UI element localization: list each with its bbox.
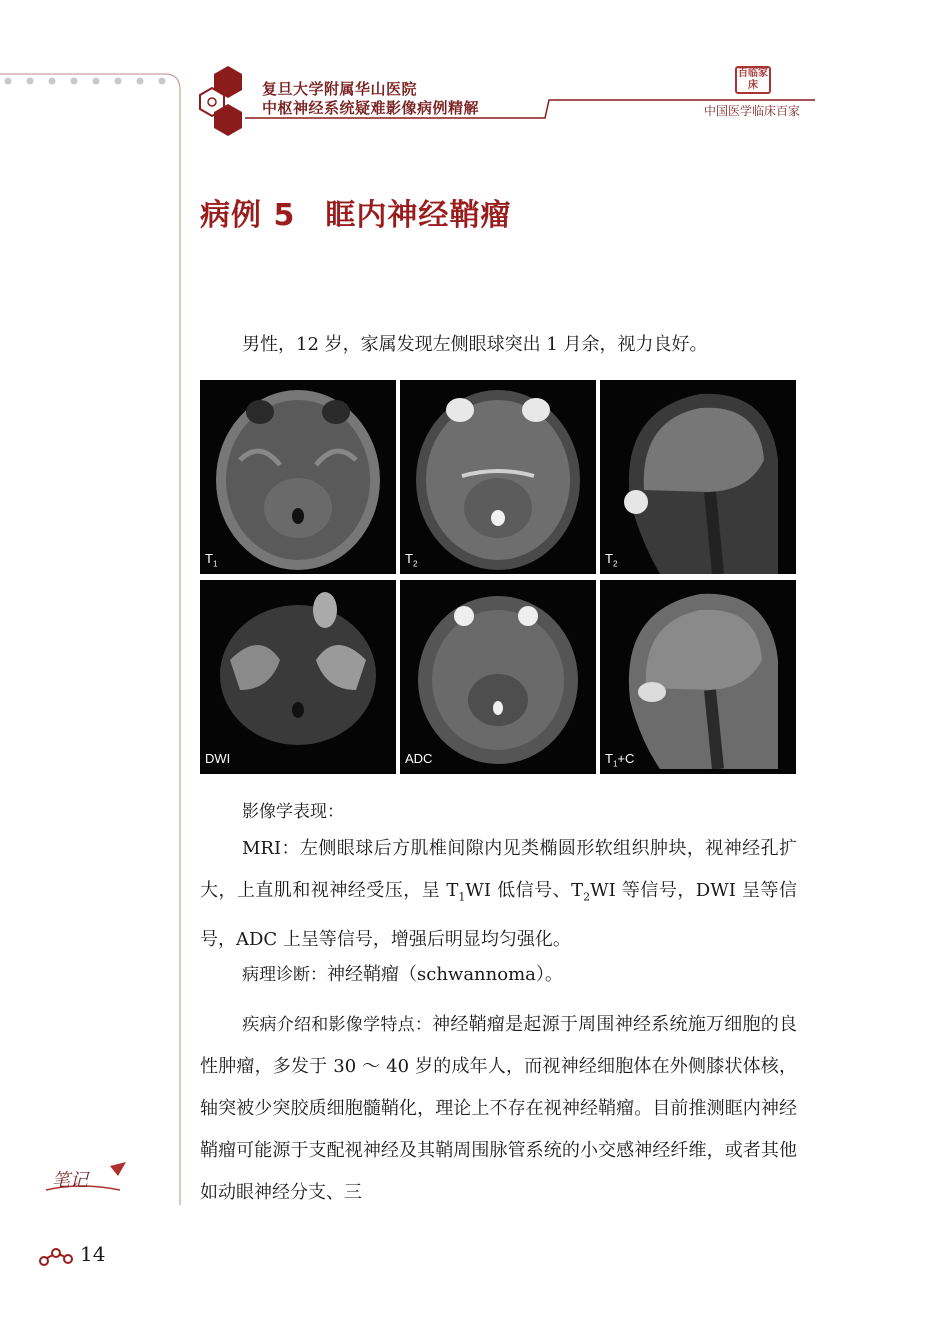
hexagon-logo-icon <box>198 64 246 136</box>
pathology-paragraph: 病理诊断：神经鞘瘤（schwannoma）。 <box>242 964 563 985</box>
case-number: 病例 5 <box>200 198 296 233</box>
notes-icon <box>40 1160 130 1200</box>
notes-label: 笔记 <box>52 1170 88 1191</box>
mri-panel-t1-axial <box>200 380 396 574</box>
disease-intro-label: 疾病介绍和影像学特点： <box>242 1015 433 1035</box>
series-title: 中国医学临床百家 <box>704 104 801 118</box>
book-title-line1: 复旦大学附属华山医院 <box>262 80 418 98</box>
mri-panel-t2-sagittal <box>600 380 796 574</box>
case-name: 眶内神经鞘瘤 <box>325 198 512 233</box>
mri-label-dwi: DWI <box>205 751 231 767</box>
mri-label-t2: $T_2$ <box>405 551 418 569</box>
book-title-line2: 中枢神经系统疑难影像病例精解 <box>262 99 480 117</box>
mri-label: MRI： <box>242 838 300 859</box>
mri-image-t2-sagittal <box>600 380 796 574</box>
mri-panel-adc <box>400 580 596 774</box>
mri-label-t2-sag: $T_2$ <box>605 551 618 569</box>
mri-image-adc <box>400 580 596 769</box>
mri-panel-dwi <box>200 580 396 774</box>
mri-label-t1c: $T_1+C$ <box>605 751 635 769</box>
seal-text: 百临家床 <box>738 68 768 91</box>
mri-panel-t2-axial <box>400 380 596 574</box>
page-number: 14 <box>80 1242 106 1266</box>
disease-intro-paragraph: 疾病介绍和影像学特点：神经鞘瘤是起源于周围神经系统施万细胞的良性肿瘤，多发于 30 ～ 40 岁的成年人，而视神经细胞体在外侧膝状体核，轴突被少突胶质细胞髓鞘化，理论上不存在视神经鞘瘤。目前推测眶内神经鞘瘤可能源于支配视神经及其鞘周围脉管系统的小交感神经纤维，或者其他如动眼神经分支、三 <box>200 1014 798 1203</box>
mri-label-t1: $T_1$ <box>205 551 218 569</box>
publisher-seal <box>735 66 771 94</box>
molecule-icon <box>38 1245 78 1267</box>
imaging-mri-paragraph: MRI：左侧眼球后方肌椎间隙内见类椭圆形软组织肿块，视神经孔扩大，上直肌和视神经受压，呈 $T_1WI$ 低信号、$T_2WI$ 等信号，DWI 呈等信号，ADC 上呈等信号，增强后明显均匀强化。 <box>200 838 798 950</box>
mri-figure-grid <box>200 380 797 769</box>
mri-image-t2-axial <box>400 380 596 574</box>
mri-image-t1c-sagittal <box>600 580 796 769</box>
mri-panel-t1c-sagittal <box>600 580 796 774</box>
sidebar-rule <box>0 0 190 1210</box>
case-intro: 男性，12 岁，家属发现左侧眼球突出 1 月余，视力良好。 <box>242 334 708 355</box>
mri-image-t1-axial <box>200 380 396 574</box>
pathology-label: 病理诊断： <box>242 965 327 985</box>
mri-label-adc: ADC <box>405 751 433 767</box>
imaging-heading: 影像学表现： <box>242 802 344 822</box>
mri-image-dwi <box>200 580 396 769</box>
case-title <box>200 190 511 234</box>
